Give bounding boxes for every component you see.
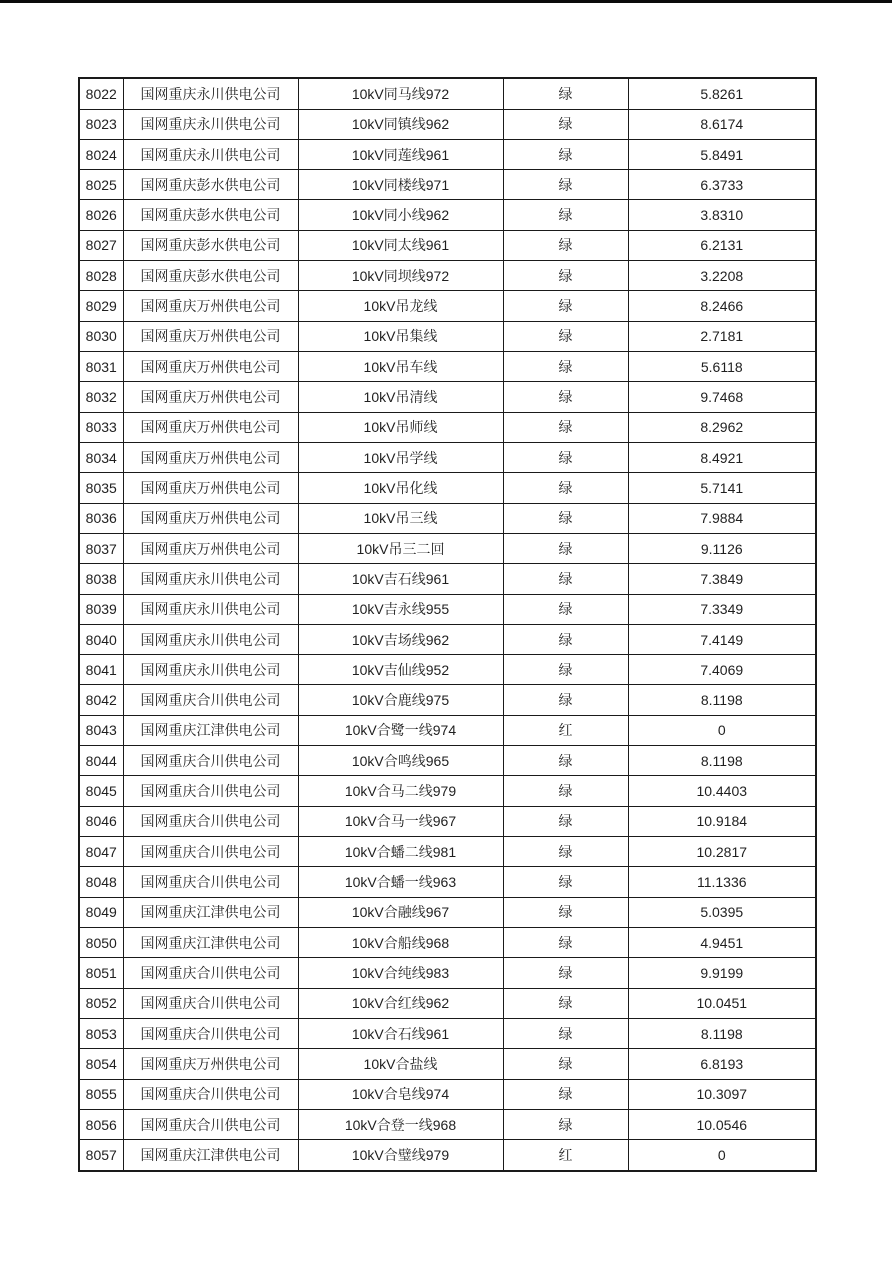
status-flag-cell: 绿 <box>503 382 628 412</box>
table-row <box>79 776 816 806</box>
line-name-cell: 10kV合登一线968 <box>298 1109 503 1139</box>
company-name-cell: 国网重庆合川供电公司 <box>123 867 298 897</box>
status-flag-cell: 绿 <box>503 291 628 321</box>
line-name-cell: 10kV吊集线 <box>298 321 503 351</box>
line-name-cell: 10kV合璧线979 <box>298 1140 503 1171</box>
status-flag-cell: 绿 <box>503 897 628 927</box>
metric-value-cell: 7.9884 <box>628 503 816 533</box>
line-name-cell: 10kV合蟠二线981 <box>298 837 503 867</box>
status-flag-cell: 绿 <box>503 927 628 957</box>
company-name-cell: 国网重庆合川供电公司 <box>123 746 298 776</box>
status-flag-cell: 绿 <box>503 109 628 139</box>
metric-value-cell: 2.7181 <box>628 321 816 351</box>
line-name-cell: 10kV吊三线 <box>298 503 503 533</box>
status-flag-cell: 绿 <box>503 321 628 351</box>
line-name-cell: 10kV吊清线 <box>298 382 503 412</box>
line-name-cell: 10kV合石线961 <box>298 1018 503 1048</box>
metric-value-cell: 6.2131 <box>628 230 816 260</box>
status-flag-cell: 绿 <box>503 533 628 563</box>
metric-value-cell: 6.8193 <box>628 1049 816 1079</box>
row-id-cell: 8025 <box>79 170 123 200</box>
metric-value-cell: 7.3849 <box>628 564 816 594</box>
company-name-cell: 国网重庆万州供电公司 <box>123 1049 298 1079</box>
status-flag-cell: 绿 <box>503 261 628 291</box>
table-row <box>79 230 816 260</box>
line-name-cell: 10kV合马一线967 <box>298 806 503 836</box>
status-flag-cell: 绿 <box>503 200 628 230</box>
metric-value-cell: 10.0451 <box>628 988 816 1018</box>
row-id-cell: 8024 <box>79 139 123 169</box>
status-flag-cell: 绿 <box>503 1079 628 1109</box>
status-flag-cell: 绿 <box>503 837 628 867</box>
row-id-cell: 8036 <box>79 503 123 533</box>
line-name-cell: 10kV同镇线962 <box>298 109 503 139</box>
metric-value-cell: 8.2466 <box>628 291 816 321</box>
company-name-cell: 国网重庆合川供电公司 <box>123 988 298 1018</box>
metric-value-cell: 8.1198 <box>628 1018 816 1048</box>
row-id-cell: 8052 <box>79 988 123 1018</box>
row-id-cell: 8048 <box>79 867 123 897</box>
row-id-cell: 8050 <box>79 927 123 957</box>
company-name-cell: 国网重庆合川供电公司 <box>123 776 298 806</box>
line-name-cell: 10kV合盐线 <box>298 1049 503 1079</box>
status-flag-cell: 绿 <box>503 564 628 594</box>
row-id-cell: 8049 <box>79 897 123 927</box>
metric-value-cell: 11.1336 <box>628 867 816 897</box>
row-id-cell: 8054 <box>79 1049 123 1079</box>
metric-value-cell: 8.6174 <box>628 109 816 139</box>
status-flag-cell: 绿 <box>503 776 628 806</box>
table-row <box>79 988 816 1018</box>
company-name-cell: 国网重庆彭水供电公司 <box>123 200 298 230</box>
line-name-cell: 10kV同太线961 <box>298 230 503 260</box>
metric-value-cell: 10.4403 <box>628 776 816 806</box>
metric-value-cell: 5.8261 <box>628 78 816 109</box>
company-name-cell: 国网重庆万州供电公司 <box>123 382 298 412</box>
row-id-cell: 8038 <box>79 564 123 594</box>
line-name-cell: 10kV吉场线962 <box>298 624 503 654</box>
metric-value-cell: 10.2817 <box>628 837 816 867</box>
table-row <box>79 291 816 321</box>
row-id-cell: 8043 <box>79 715 123 745</box>
metric-value-cell: 5.0395 <box>628 897 816 927</box>
line-name-cell: 10kV合鹭一线974 <box>298 715 503 745</box>
table-row <box>79 685 816 715</box>
metric-value-cell: 7.4149 <box>628 624 816 654</box>
table-row <box>79 200 816 230</box>
line-name-cell: 10kV同马线972 <box>298 78 503 109</box>
metric-value-cell: 9.7468 <box>628 382 816 412</box>
company-name-cell: 国网重庆万州供电公司 <box>123 442 298 472</box>
company-name-cell: 国网重庆万州供电公司 <box>123 352 298 382</box>
line-name-cell: 10kV合皂线974 <box>298 1079 503 1109</box>
power-line-table <box>78 77 817 1172</box>
company-name-cell: 国网重庆万州供电公司 <box>123 503 298 533</box>
table-body <box>79 78 816 1171</box>
company-name-cell: 国网重庆合川供电公司 <box>123 837 298 867</box>
metric-value-cell: 8.1198 <box>628 685 816 715</box>
company-name-cell: 国网重庆永川供电公司 <box>123 594 298 624</box>
status-flag-cell: 绿 <box>503 958 628 988</box>
line-name-cell: 10kV合纯线983 <box>298 958 503 988</box>
company-name-cell: 国网重庆江津供电公司 <box>123 715 298 745</box>
line-name-cell: 10kV吊车线 <box>298 352 503 382</box>
status-flag-cell: 绿 <box>503 624 628 654</box>
table-row <box>79 927 816 957</box>
row-id-cell: 8027 <box>79 230 123 260</box>
table-row <box>79 170 816 200</box>
status-flag-cell: 绿 <box>503 442 628 472</box>
metric-value-cell: 3.8310 <box>628 200 816 230</box>
table-row <box>79 1079 816 1109</box>
metric-value-cell: 5.8491 <box>628 139 816 169</box>
line-name-cell: 10kV合鸣线965 <box>298 746 503 776</box>
company-name-cell: 国网重庆永川供电公司 <box>123 564 298 594</box>
metric-value-cell: 5.6118 <box>628 352 816 382</box>
row-id-cell: 8039 <box>79 594 123 624</box>
company-name-cell: 国网重庆万州供电公司 <box>123 291 298 321</box>
company-name-cell: 国网重庆永川供电公司 <box>123 109 298 139</box>
metric-value-cell: 7.4069 <box>628 655 816 685</box>
company-name-cell: 国网重庆永川供电公司 <box>123 624 298 654</box>
line-name-cell: 10kV吊三二回 <box>298 533 503 563</box>
status-flag-cell: 绿 <box>503 685 628 715</box>
metric-value-cell: 0 <box>628 715 816 745</box>
company-name-cell: 国网重庆彭水供电公司 <box>123 230 298 260</box>
table-row <box>79 655 816 685</box>
line-name-cell: 10kV同小线962 <box>298 200 503 230</box>
metric-value-cell: 10.0546 <box>628 1109 816 1139</box>
row-id-cell: 8051 <box>79 958 123 988</box>
line-name-cell: 10kV吊化线 <box>298 473 503 503</box>
status-flag-cell: 绿 <box>503 503 628 533</box>
status-flag-cell: 绿 <box>503 867 628 897</box>
table-row <box>79 806 816 836</box>
status-flag-cell: 绿 <box>503 655 628 685</box>
row-id-cell: 8042 <box>79 685 123 715</box>
metric-value-cell: 8.2962 <box>628 412 816 442</box>
status-flag-cell: 绿 <box>503 594 628 624</box>
row-id-cell: 8046 <box>79 806 123 836</box>
line-name-cell: 10kV合红线962 <box>298 988 503 1018</box>
row-id-cell: 8026 <box>79 200 123 230</box>
row-id-cell: 8028 <box>79 261 123 291</box>
metric-value-cell: 6.3733 <box>628 170 816 200</box>
row-id-cell: 8022 <box>79 78 123 109</box>
line-name-cell: 10kV合船线968 <box>298 927 503 957</box>
company-name-cell: 国网重庆合川供电公司 <box>123 1109 298 1139</box>
company-name-cell: 国网重庆彭水供电公司 <box>123 261 298 291</box>
metric-value-cell: 3.2208 <box>628 261 816 291</box>
table-row <box>79 1018 816 1048</box>
row-id-cell: 8035 <box>79 473 123 503</box>
line-name-cell: 10kV同楼线971 <box>298 170 503 200</box>
row-id-cell: 8057 <box>79 1140 123 1171</box>
status-flag-cell: 绿 <box>503 746 628 776</box>
metric-value-cell: 10.9184 <box>628 806 816 836</box>
table-row <box>79 837 816 867</box>
table-row <box>79 321 816 351</box>
status-flag-cell: 红 <box>503 1140 628 1171</box>
table-row <box>79 139 816 169</box>
line-name-cell: 10kV合鹿线975 <box>298 685 503 715</box>
company-name-cell: 国网重庆彭水供电公司 <box>123 170 298 200</box>
row-id-cell: 8023 <box>79 109 123 139</box>
row-id-cell: 8047 <box>79 837 123 867</box>
row-id-cell: 8045 <box>79 776 123 806</box>
top-edge-bar <box>0 0 892 3</box>
row-id-cell: 8041 <box>79 655 123 685</box>
company-name-cell: 国网重庆江津供电公司 <box>123 927 298 957</box>
table-row <box>79 958 816 988</box>
table-row <box>79 442 816 472</box>
status-flag-cell: 绿 <box>503 473 628 503</box>
metric-value-cell: 7.3349 <box>628 594 816 624</box>
metric-value-cell: 8.1198 <box>628 746 816 776</box>
company-name-cell: 国网重庆合川供电公司 <box>123 1079 298 1109</box>
table-row <box>79 1109 816 1139</box>
metric-value-cell: 9.9199 <box>628 958 816 988</box>
company-name-cell: 国网重庆合川供电公司 <box>123 806 298 836</box>
row-id-cell: 8055 <box>79 1079 123 1109</box>
table-row <box>79 533 816 563</box>
metric-value-cell: 8.4921 <box>628 442 816 472</box>
company-name-cell: 国网重庆江津供电公司 <box>123 897 298 927</box>
table-container <box>78 77 817 1172</box>
company-name-cell: 国网重庆江津供电公司 <box>123 1140 298 1171</box>
row-id-cell: 8053 <box>79 1018 123 1048</box>
company-name-cell: 国网重庆永川供电公司 <box>123 139 298 169</box>
status-flag-cell: 绿 <box>503 1049 628 1079</box>
row-id-cell: 8032 <box>79 382 123 412</box>
row-id-cell: 8056 <box>79 1109 123 1139</box>
row-id-cell: 8030 <box>79 321 123 351</box>
table-row <box>79 473 816 503</box>
table-row <box>79 1049 816 1079</box>
company-name-cell: 国网重庆永川供电公司 <box>123 78 298 109</box>
row-id-cell: 8034 <box>79 442 123 472</box>
line-name-cell: 10kV吉仙线952 <box>298 655 503 685</box>
company-name-cell: 国网重庆合川供电公司 <box>123 1018 298 1048</box>
status-flag-cell: 绿 <box>503 412 628 442</box>
metric-value-cell: 5.7141 <box>628 473 816 503</box>
table-row <box>79 564 816 594</box>
table-row <box>79 503 816 533</box>
table-row <box>79 78 816 109</box>
table-row <box>79 897 816 927</box>
line-name-cell: 10kV同莲线961 <box>298 139 503 169</box>
company-name-cell: 国网重庆合川供电公司 <box>123 685 298 715</box>
company-name-cell: 国网重庆合川供电公司 <box>123 958 298 988</box>
table-row <box>79 624 816 654</box>
company-name-cell: 国网重庆永川供电公司 <box>123 655 298 685</box>
metric-value-cell: 9.1126 <box>628 533 816 563</box>
status-flag-cell: 红 <box>503 715 628 745</box>
line-name-cell: 10kV吉石线961 <box>298 564 503 594</box>
table-row <box>79 412 816 442</box>
status-flag-cell: 绿 <box>503 1018 628 1048</box>
company-name-cell: 国网重庆万州供电公司 <box>123 473 298 503</box>
line-name-cell: 10kV吉永线955 <box>298 594 503 624</box>
row-id-cell: 8031 <box>79 352 123 382</box>
company-name-cell: 国网重庆万州供电公司 <box>123 321 298 351</box>
table-row <box>79 715 816 745</box>
metric-value-cell: 0 <box>628 1140 816 1171</box>
row-id-cell: 8037 <box>79 533 123 563</box>
status-flag-cell: 绿 <box>503 139 628 169</box>
status-flag-cell: 绿 <box>503 806 628 836</box>
line-name-cell: 10kV合蟠一线963 <box>298 867 503 897</box>
table-row <box>79 352 816 382</box>
line-name-cell: 10kV同坝线972 <box>298 261 503 291</box>
table-row <box>79 867 816 897</box>
table-row <box>79 1140 816 1171</box>
status-flag-cell: 绿 <box>503 1109 628 1139</box>
metric-value-cell: 4.9451 <box>628 927 816 957</box>
status-flag-cell: 绿 <box>503 988 628 1018</box>
row-id-cell: 8040 <box>79 624 123 654</box>
table-row <box>79 109 816 139</box>
row-id-cell: 8033 <box>79 412 123 442</box>
row-id-cell: 8044 <box>79 746 123 776</box>
company-name-cell: 国网重庆万州供电公司 <box>123 412 298 442</box>
status-flag-cell: 绿 <box>503 352 628 382</box>
line-name-cell: 10kV吊学线 <box>298 442 503 472</box>
table-row <box>79 261 816 291</box>
line-name-cell: 10kV合融线967 <box>298 897 503 927</box>
line-name-cell: 10kV吊龙线 <box>298 291 503 321</box>
table-row <box>79 594 816 624</box>
status-flag-cell: 绿 <box>503 78 628 109</box>
table-row <box>79 746 816 776</box>
metric-value-cell: 10.3097 <box>628 1079 816 1109</box>
company-name-cell: 国网重庆万州供电公司 <box>123 533 298 563</box>
table-row <box>79 382 816 412</box>
status-flag-cell: 绿 <box>503 170 628 200</box>
status-flag-cell: 绿 <box>503 230 628 260</box>
row-id-cell: 8029 <box>79 291 123 321</box>
line-name-cell: 10kV吊师线 <box>298 412 503 442</box>
line-name-cell: 10kV合马二线979 <box>298 776 503 806</box>
